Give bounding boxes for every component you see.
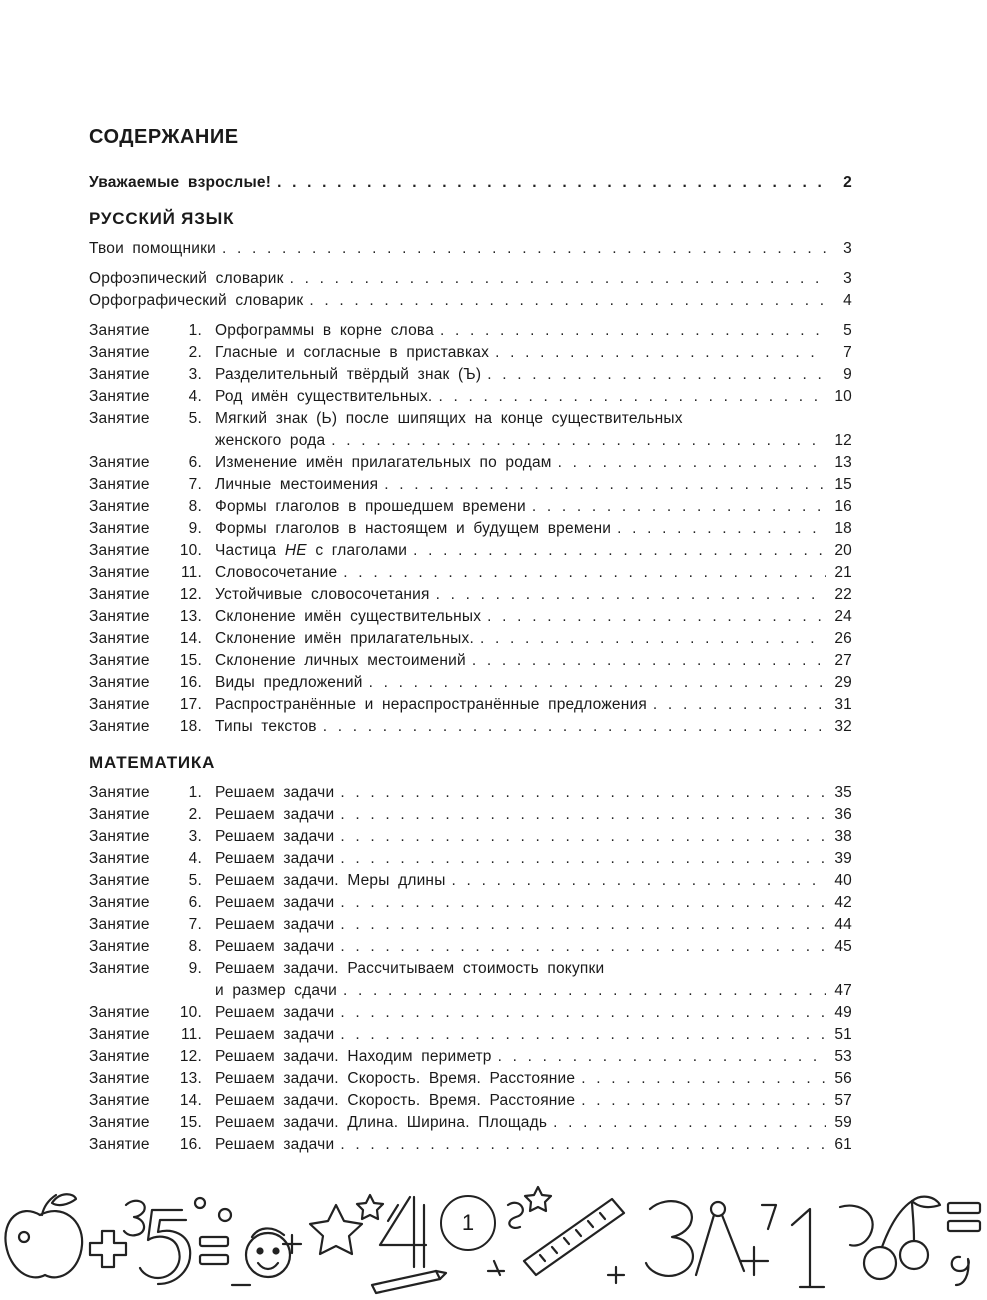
lesson-number: 5.: [188, 410, 202, 427]
lesson-label: Занятие: [89, 872, 150, 889]
toc-entry[interactable]: [89, 320, 852, 342]
entry-title: и размер сдачи: [215, 982, 337, 999]
lesson-number: 14.: [179, 1092, 202, 1109]
toc-entry[interactable]: [89, 452, 852, 474]
entry-title: Типы текстов: [215, 718, 317, 735]
entry-page: 3: [843, 270, 852, 287]
entry-page: 21: [834, 564, 852, 581]
entry-page: 31: [834, 696, 852, 713]
dot-leader: [384, 474, 826, 496]
section-heading-russian: РУССКИЙ ЯЗЫК: [89, 209, 235, 228]
lesson-number: 12.: [179, 586, 202, 603]
dot-leader: [369, 672, 826, 694]
page-number: 1: [440, 1195, 496, 1251]
toc-entry[interactable]: [89, 1002, 852, 1024]
entry-page: 9: [843, 366, 852, 383]
dot-leader: [340, 782, 826, 804]
entry-page: 13: [834, 454, 852, 471]
entry-title: Формы глаголов в прошедшем времени: [215, 498, 526, 515]
entry-page: 24: [834, 608, 852, 625]
entry-page: 18: [834, 520, 852, 537]
lesson-label: Занятие: [89, 322, 150, 339]
toc-entry[interactable]: [89, 584, 852, 606]
lesson-label: Занятие: [89, 938, 150, 955]
lesson-label: Занятие: [89, 916, 150, 933]
spacer: [89, 260, 852, 268]
entry-page: 57: [834, 1092, 852, 1109]
lesson-label: Занятие: [89, 806, 150, 823]
entry-page: 26: [834, 630, 852, 647]
dot-leader: [340, 826, 826, 848]
entry-title: Орфоэпический словарик: [89, 270, 284, 287]
lesson-label: Занятие: [89, 410, 150, 427]
lesson-label: Занятие: [89, 1070, 150, 1087]
entry-page: 61: [834, 1136, 852, 1153]
toc-entry[interactable]: [89, 848, 852, 870]
entry-page: 39: [834, 850, 852, 867]
entry-title: Склонение личных местоимений: [215, 652, 466, 669]
lesson-label: Занятие: [89, 894, 150, 911]
toc-entry-intro[interactable]: [89, 172, 852, 194]
toc-entry-helpers[interactable]: [89, 238, 852, 260]
lesson-number: 18.: [179, 718, 202, 735]
entry-title: Разделительный твёрдый знак (Ъ): [215, 366, 482, 383]
toc-entry[interactable]: [89, 342, 852, 364]
lesson-label: Занятие: [89, 476, 150, 493]
dot-leader: [277, 172, 826, 194]
dot-leader: [340, 804, 826, 826]
lesson-number: 9.: [188, 960, 202, 977]
entry-title: Решаем задачи: [215, 894, 335, 911]
entry-page: 45: [834, 938, 852, 955]
lesson-label: Занятие: [89, 520, 150, 537]
toc-entry[interactable]: [89, 936, 852, 958]
dot-leader: [343, 562, 826, 584]
entry-page: 7: [843, 344, 852, 361]
dot-leader: [553, 1112, 826, 1134]
entry-page: 56: [834, 1070, 852, 1087]
lesson-number: 12.: [179, 1048, 202, 1065]
table-of-contents: [89, 124, 852, 1170]
entry-page: 20: [834, 542, 852, 559]
entry-page: 36: [834, 806, 852, 823]
entry-title: Решаем задачи: [215, 850, 335, 867]
pencil-icon: [372, 1271, 446, 1293]
lesson-number: 1.: [188, 322, 202, 339]
toc-entry[interactable]: [89, 606, 852, 628]
entry-title: Решаем задачи. Рассчитываем стоимость покупки: [215, 960, 605, 977]
lesson-number: 4.: [188, 850, 202, 867]
dot-leader: [581, 1068, 826, 1090]
plus-icon: [90, 1231, 126, 1267]
lesson-number: 10.: [179, 1004, 202, 1021]
dot-leader: [532, 496, 826, 518]
entry-title: Решаем задачи: [215, 1004, 335, 1021]
entry-title: Виды предложений: [215, 674, 363, 691]
entry-title: Распространённые и нераспространённые предложения: [215, 696, 647, 713]
lesson-number: 3.: [188, 366, 202, 383]
toc-entry[interactable]: [89, 914, 852, 936]
dot-leader: [343, 980, 826, 1002]
intro-section: [89, 172, 852, 194]
entry-title: [215, 540, 407, 562]
entry-title-end: с глаголами: [315, 542, 408, 559]
page-title: СОДЕРЖАНИЕ: [89, 126, 239, 148]
entry-page: 32: [834, 718, 852, 735]
toc-entry[interactable]: [89, 1112, 852, 1134]
dot-leader: [340, 936, 826, 958]
math-section: [89, 752, 852, 1156]
lesson-number: 15.: [179, 1114, 202, 1131]
entry-title: Гласные и согласные в приставках: [215, 344, 490, 361]
entry-page: 12: [834, 432, 852, 449]
minus-icon: [200, 1237, 228, 1264]
lesson-label: Занятие: [89, 1004, 150, 1021]
toc-entry[interactable]: [89, 408, 852, 430]
lesson-number: 5.: [188, 872, 202, 889]
entry-title: Решаем задачи: [215, 938, 335, 955]
entry-page: 40: [834, 872, 852, 889]
lesson-number: 8.: [188, 498, 202, 515]
dot-leader: [438, 386, 826, 408]
dot-leader: [436, 584, 826, 606]
dot-leader: [290, 268, 826, 290]
entry-page: 5: [843, 322, 852, 339]
lesson-number: 15.: [179, 652, 202, 669]
dot-leader: [581, 1090, 826, 1112]
smiley-face-icon: [246, 1228, 290, 1277]
entry-title: Склонение имён существительных: [215, 608, 482, 625]
spacer: [89, 312, 852, 320]
toc-entry[interactable]: [89, 804, 852, 826]
entry-page: 59: [834, 1114, 852, 1131]
entry-page: 22: [834, 586, 852, 603]
five-digit-icon: [140, 1210, 190, 1284]
entry-title: Решаем задачи. Меры длины: [215, 872, 446, 889]
dot-leader: [413, 540, 826, 562]
toc-entry[interactable]: [89, 562, 852, 584]
one-digit-icon: [792, 1209, 824, 1287]
lesson-label: Занятие: [89, 1092, 150, 1109]
dot-leader: [498, 1046, 826, 1068]
lesson-label: Занятие: [89, 608, 150, 625]
lesson-number: 13.: [179, 1070, 202, 1087]
entry-title: женского рода: [215, 432, 326, 449]
entry-title: Склонение имён прилагательных.: [215, 630, 474, 647]
toc-entry-orthographic-dictionary[interactable]: [89, 290, 852, 312]
dot-leader: [331, 430, 826, 452]
toc-entry[interactable]: [89, 694, 852, 716]
toc-entry[interactable]: [89, 826, 852, 848]
entry-page: 47: [834, 982, 852, 999]
entry-title: Уважаемые взрослые!: [89, 174, 272, 191]
lesson-label: Занятие: [89, 454, 150, 471]
entry-title: Решаем задачи. Длина. Ширина. Площадь: [215, 1114, 548, 1131]
lesson-label: Занятие: [89, 1026, 150, 1043]
toc-entry-orthoepic-dictionary[interactable]: [89, 268, 852, 290]
toc-entry[interactable]: [89, 958, 852, 980]
toc-entry[interactable]: [89, 1024, 852, 1046]
lesson-label: Занятие: [89, 828, 150, 845]
lesson-label: Занятие: [89, 366, 150, 383]
lesson-number: 6.: [188, 454, 202, 471]
three-small-digit-icon: [124, 1201, 145, 1236]
entry-page: 42: [834, 894, 852, 911]
entry-title: Решаем задачи: [215, 784, 335, 801]
entry-page: 10: [834, 388, 852, 405]
entry-title: Мягкий знак (Ь) после шипящих на конце существительных: [215, 410, 683, 427]
dot-leader: [340, 1002, 826, 1024]
star-icon: [310, 1205, 362, 1254]
toc-entry[interactable]: [89, 1046, 852, 1068]
dot-leader: [222, 238, 826, 260]
toc-entry[interactable]: [89, 672, 852, 694]
lesson-number: 6.: [188, 894, 202, 911]
lesson-number: 13.: [179, 608, 202, 625]
entry-page: 38: [834, 828, 852, 845]
toc-entry[interactable]: [89, 870, 852, 892]
toc-entry-continuation[interactable]: [89, 980, 852, 1002]
russian-section: [89, 208, 852, 738]
entry-title: Изменение имён прилагательных по родам: [215, 454, 552, 471]
lesson-label: Занятие: [89, 850, 150, 867]
entry-title-start: Частица: [215, 542, 277, 559]
entry-title: Решаем задачи. Скорость. Время. Расстояние: [215, 1092, 576, 1109]
dot-leader: [340, 892, 826, 914]
toc-entry[interactable]: [89, 1090, 852, 1112]
lesson-number: 11.: [181, 564, 202, 581]
cherry-icon: [864, 1197, 940, 1279]
dot-leader: [340, 848, 826, 870]
lesson-label: Занятие: [89, 564, 150, 581]
entry-page: 53: [834, 1048, 852, 1065]
toc-entry[interactable]: [89, 892, 852, 914]
lesson-label: Занятие: [89, 696, 150, 713]
toc-entry[interactable]: [89, 540, 852, 562]
entry-page: 44: [834, 916, 852, 933]
toc-entry[interactable]: [89, 782, 852, 804]
entry-page: 35: [834, 784, 852, 801]
lesson-number: 3.: [188, 828, 202, 845]
dot-leader: [495, 342, 826, 364]
toc-entry[interactable]: [89, 496, 852, 518]
dot-leader: [480, 628, 826, 650]
lesson-label: Занятие: [89, 674, 150, 691]
toc-entry-continuation[interactable]: [89, 430, 852, 452]
lesson-number: 7.: [188, 476, 202, 493]
lesson-label: Занятие: [89, 1114, 150, 1131]
entry-page: 3: [843, 240, 852, 257]
entry-page: 16: [834, 498, 852, 515]
entry-title: Орфограммы в корне слова: [215, 322, 434, 339]
dot-leader: [340, 1024, 826, 1046]
lesson-label: Занятие: [89, 960, 150, 977]
entry-title-emphasis: НЕ: [284, 542, 307, 559]
lesson-label: Занятие: [89, 784, 150, 801]
lesson-number: 4.: [188, 388, 202, 405]
dot-leader: [617, 518, 826, 540]
equals-icon: [948, 1203, 980, 1231]
entry-page: 2: [843, 174, 852, 191]
section-heading-math: МАТЕМАТИКА: [89, 753, 216, 772]
dot-leader: [472, 650, 826, 672]
entry-title: Решаем задачи. Находим периметр: [215, 1048, 492, 1065]
toc-entry[interactable]: [89, 1134, 852, 1156]
dot-leader: [487, 364, 826, 386]
three-digit-icon: [646, 1201, 693, 1276]
lesson-label: Занятие: [89, 652, 150, 669]
dot-leader: [340, 1134, 826, 1156]
dot-leader: [309, 290, 826, 312]
toc-entry[interactable]: [89, 650, 852, 672]
entry-title: Решаем задачи: [215, 1026, 335, 1043]
lesson-number: 2.: [188, 806, 202, 823]
decorative-doodle-border: [0, 1175, 987, 1300]
entry-page: 49: [834, 1004, 852, 1021]
dot-leader: [653, 694, 826, 716]
lesson-label: Занятие: [89, 542, 150, 559]
lesson-number: 11.: [181, 1026, 202, 1043]
lesson-number: 8.: [188, 938, 202, 955]
lesson-label: Занятие: [89, 718, 150, 735]
entry-page: 27: [834, 652, 852, 669]
lesson-number: 1.: [188, 784, 202, 801]
dot-leader: [452, 870, 826, 892]
four-digit-icon: [380, 1197, 426, 1267]
toc-entry[interactable]: [89, 1068, 852, 1090]
entry-title: Личные местоимения: [215, 476, 379, 493]
dot-leader: [440, 320, 826, 342]
lesson-label: Занятие: [89, 630, 150, 647]
lesson-label: Занятие: [89, 498, 150, 515]
toc-entry[interactable]: [89, 386, 852, 408]
dot-leader: [340, 914, 826, 936]
lesson-number: 16.: [179, 1136, 202, 1153]
dot-leader: [558, 452, 826, 474]
entry-title: Решаем задачи. Скорость. Время. Расстояние: [215, 1070, 576, 1087]
math-lesson-list: [89, 782, 852, 1156]
entry-title: Решаем задачи: [215, 806, 335, 823]
lesson-label: Занятие: [89, 1048, 150, 1065]
dot-leader: [487, 606, 826, 628]
toc-entry[interactable]: [89, 716, 852, 738]
entry-title: Решаем задачи: [215, 916, 335, 933]
toc-entry[interactable]: [89, 628, 852, 650]
entry-title: Словосочетание: [215, 564, 338, 581]
dot-leader: [323, 716, 826, 738]
entry-title: Формы глаголов в настоящем и будущем времени: [215, 520, 612, 537]
lesson-label: Занятие: [89, 388, 150, 405]
russian-lesson-list: [89, 320, 852, 738]
lesson-number: 17.: [179, 696, 202, 713]
entry-page: 15: [834, 476, 852, 493]
compass-icon: [696, 1202, 744, 1275]
lesson-label: Занятие: [89, 586, 150, 603]
apple-icon: [5, 1194, 82, 1277]
lesson-label: Занятие: [89, 1136, 150, 1153]
entry-page: 4: [843, 292, 852, 309]
entry-title: Решаем задачи: [215, 828, 335, 845]
ruler-icon: [524, 1199, 624, 1275]
lesson-number: 16.: [179, 674, 202, 691]
toc-entry[interactable]: [89, 518, 852, 540]
lesson-number: 7.: [188, 916, 202, 933]
lesson-number: 2.: [188, 344, 202, 361]
entry-title: Твои помощники: [89, 240, 216, 257]
entry-title: Решаем задачи: [215, 1136, 335, 1153]
toc-entry[interactable]: [89, 474, 852, 496]
lesson-number: 9.: [188, 520, 202, 537]
lesson-number: 10.: [179, 542, 202, 559]
entry-title: Устойчивые словосочетания: [215, 586, 430, 603]
lesson-label: Занятие: [89, 344, 150, 361]
toc-entry[interactable]: [89, 364, 852, 386]
entry-title: Род имён существительных.: [215, 388, 433, 405]
entry-page: 51: [834, 1026, 852, 1043]
entry-page: 29: [834, 674, 852, 691]
entry-title: Орфографический словарик: [89, 292, 304, 309]
lesson-number: 14.: [179, 630, 202, 647]
